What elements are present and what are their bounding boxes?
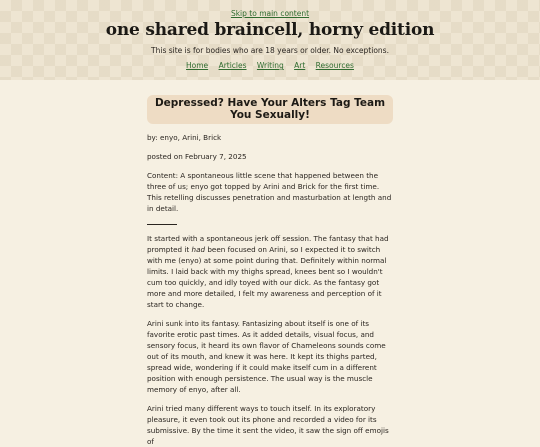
body-paragraph xyxy=(147,233,393,310)
site-header xyxy=(0,0,540,80)
body-paragraph: Arini tried many different ways to touch itself. In its exploratory pleasure, it even took out its phone and recorded a video for its submissive. By the time it sent the video, it saw the sign off emojis of xyxy=(147,404,389,446)
nav-articles-link[interactable]: Articles xyxy=(218,61,247,70)
nav-resources-link[interactable]: Resources xyxy=(315,61,354,70)
post-body xyxy=(147,170,393,447)
skip-to-content-link[interactable]: Skip to main content xyxy=(230,9,310,18)
main-nav xyxy=(0,61,540,70)
main-content xyxy=(147,80,393,446)
nav-art-link[interactable]: Art xyxy=(294,61,306,70)
post-date: posted on February 7, 2025 xyxy=(147,152,247,161)
nav-home-link[interactable]: Home xyxy=(186,61,209,70)
post-title: Depressed? Have Your Alters Tag Team You Sexually! xyxy=(147,95,393,124)
nav-writing-link[interactable]: Writing xyxy=(256,61,284,70)
site-title[interactable]: one shared braincell, horny edition xyxy=(105,20,435,40)
site-tagline: This site is for bodies who are 18 years or older. No exceptions. xyxy=(151,46,389,55)
body-paragraph: Arini sunk into its fantasy. Fantasizing about itself is one of its favorite erotic past times. As it added details, visual focus, and sensory focus, it heard its own flavor of Chameleons sounds come out of its mouth, and knew it was here. It kept its thighs parted, spread wide, wondering if it could make itself cum in a different position with enough persistence. The usual way is the muscle memory of enyo, after all. xyxy=(147,319,386,394)
section-divider xyxy=(147,224,177,225)
post-byline: by: enyo, Arini, Brick xyxy=(147,133,222,142)
paragraph-text: been focused on Arini, so I expected it to switch with me (enyo) at some point during that. Definitely within normal limits. I laid back with my thighs spread, knees bent so I wouldn't cum too quickly, and idly toyed with our dick. As the fantasy got more and more detailed, I felt my awareness and perception of it start to change. xyxy=(147,245,387,309)
content-note: Content: A spontaneous little scene that happened between the three of us; enyo got topped by Arini and Brick for the first time. This retelling discusses penetration and masturbation at length and in detail. xyxy=(147,171,392,213)
paragraph-text: It started with a spontaneous jerk off session. The fantasy that had prompted it xyxy=(147,234,389,254)
emphasized-text: had xyxy=(191,245,206,254)
